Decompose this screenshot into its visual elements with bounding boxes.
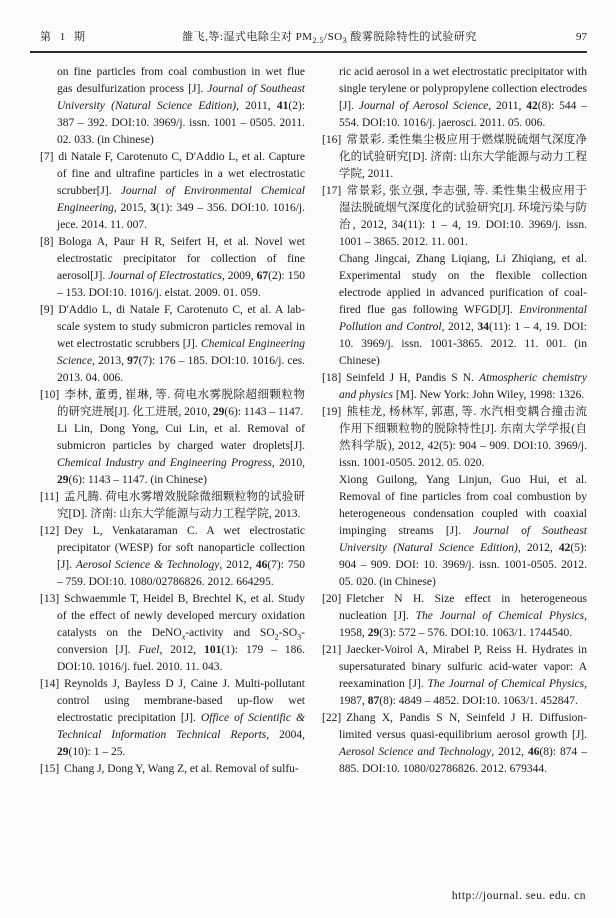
text-run: /SO [324,31,343,43]
text-run: (1): 179 – 186. DOI:10. 1016/j. fuel. 2010. 11. 043. [57,643,305,673]
text-run: , 2012, [159,643,205,656]
text-run: Zhang X, Pandis S N, Seinfeld J H. Diffusion-limited versus quasi-equilibrium aerosol growth [J]. [339,711,587,741]
ref-column-1 [40,64,305,778]
reference-entry [40,761,305,778]
text-run: -conversion [J]. [57,626,306,656]
text-run: , 2012, [219,558,256,571]
text-run: (6): 1143 – 1147. [224,405,304,418]
text-run: Chemical Engineering Science [57,337,305,367]
text-run: , 2012, [517,541,559,554]
ref-column-2 [322,64,587,778]
text-run: Chang J, Dong Y, Wang Z, et al. Removal of sulfu- [64,762,299,775]
text-run: (2): 387 – 392. DOI:10. 3969/j. issn. 1001 – 0505. 2011. 02. 033. (in Chinese) [57,99,305,146]
text-run: 41 [276,99,289,112]
text-run: x [181,631,186,641]
reference-entry [40,302,305,387]
text-run: , 2013, [92,354,128,367]
text-run: Chang Jingcai, Zhang Liqiang, Li Zhiqiang, et al. Experimental study on the flexible collection electrode applied in advanced purification of coal-fired flue gas following WFGD[J]. [339,252,587,316]
text-run: Environmental Pollution and Control [339,303,587,333]
text-run: Jaecker-Voirol A, Mirabel P, Reiss H. Hydrates in supersaturated binary sulfuric acid-water vapor: A reexamination [J]. [339,643,587,690]
text-run: , 2012, [491,745,528,758]
reference-entry [322,710,587,778]
reference-label: [15] [40,762,60,775]
text-run: 雒飞,等:湿式电除尘对 PM [182,31,313,43]
text-run: Xiong Guilong, Yang Linjun, Guo Hui, et al. Removal of fine particles from coal combustion by heterogeneous condensation coupled with coaxial impinging streams [J]. [339,473,587,537]
text-run: (10): 1 – 25. [68,745,126,758]
text-run: 29 [367,626,380,639]
text-run: -SO [278,626,298,639]
text-run: (7): 176 – 185. DOI:10. 1016/j. ces. 2013. 04. 006. [57,354,305,384]
text-run: 46 [527,745,540,758]
reference-label: [12] [40,524,60,537]
reference-label: [11] [40,490,59,503]
text-run: , 2011, [488,99,527,112]
text-run: 2.5 [312,36,325,46]
reference-label: [19] [322,405,342,418]
text-run: 3 [297,631,302,641]
header-rule [30,51,587,53]
text-run: Schwaemmle T, Heidel B, Brechtel K, et al. Study of the effect of newly developed mercury oxidation catalysts on the DeNO [57,592,305,639]
text-run: 29 [57,473,69,486]
reference-label: [17] [322,184,342,197]
text-run: 孟凡腾. 荷电水雾增效脱除微细颗粒物的试验研究[D]. 济南: 山东大学能源与动力工程学院, 2013. [57,490,305,520]
running-title [132,28,527,44]
text-run: Journal of Aerosol Science [358,99,489,112]
text-run: The Journal of Chemical Physics [427,677,585,690]
text-run: 101 [204,643,222,656]
reference-label: [21] [322,643,342,656]
reference-label: [18] [322,371,342,384]
text-run: (5): 904 – 909. DOI: 10. 3969/j. issn. 1001-0505. 2012. 05. 020. (in Chinese) [339,541,587,588]
text-run: 29 [57,745,69,758]
reference-entry [322,642,587,710]
text-run: on fine particles from coal combustion in wet flue gas desulfurization process [J]. [57,65,305,95]
text-run: , 2004, [266,728,305,741]
text-run: 3 [342,36,348,46]
text-run: (2): 150 – 153. DOI:10. 1016/j. elstat. 2009. 01. 059. [57,269,306,299]
reference-entry [322,404,587,591]
text-run: 34 [477,320,490,333]
reference-label: [7] [40,150,54,163]
page-footer [452,890,586,902]
text-run: Li Lin, Dong Yong, Cui Lin, et al. Removal of submicron particles by charged water droplets[J]. [57,422,305,452]
text-run: Fuel [138,643,160,656]
text-run: 3 [150,201,156,214]
text-run: (8): 874 – 885. DOI:10. 1080/02786826. 2012. 679344. [339,745,587,775]
text-run: 常景彩. 柔性集尘极应用于燃煤脱硫烟气深度净化的试验研究[D]. 济南: 山东大学能源与动力工程学院, 2011. [339,133,587,180]
text-run: (11): 1 – 4, 19. DOI: 10. 3969/j. issn. 1001-3865. 2012. 11. 001. (in Chinese) [339,320,588,367]
text-run: [M]. New York: John Wiley, 1998: 1326. [392,388,585,401]
text-run: Dey L, Venkataraman C. A wet electrostatic precipitator (WESP) for soft nanoparticle collection [J]. [57,524,305,571]
reference-label: [13] [40,592,60,605]
text-run: 常景彩, 张立强, 李志强, 等. 柔性集尘极应用于湿法脱硫烟气深度化的试验研究[J]. 环境污染与防治, 2012, 34(11): 1 – 4, 19. DOI:10. 3969/j. issn. 1001 – 3865. 2012. 11. 001. [339,184,587,248]
reference-entry [40,489,305,523]
text-run: Journal of Electrostatics [108,269,222,282]
page-number: 97 [576,31,587,43]
reference-label: [9] [40,303,54,316]
text-run: Journal of Southeast University (Natural Science Edition) [57,82,305,112]
text-run: Journal of Southeast University (Natural Science Edition) [339,524,587,554]
reference-entry [322,132,587,183]
reference-label: [16] [322,133,342,146]
reference-entry [322,64,587,132]
text-run: Office of Scientific & Technical Information Technical Reports [57,711,305,741]
reference-entry [40,387,305,489]
text-run: Atmospheric chemistry and physics [339,371,587,401]
text-run: 熊桂龙, 杨林军, 郭惠, 等. 水汽相变耦合撞击流作用下细颗粒物的脱除特性[J]. 东南大学学报(自然科学版), 2012, 42(5): 904 – 909. DOI:10. 3969/j. issn. 1001-0505. 2012. 05. 020. [339,405,587,469]
text-run: (8): 544 – 554. DOI:10. 1016/j. jaerosci. 2011. 05. 006. [339,99,587,129]
text-run: (7): 750 – 759. DOI:10. 1080/02786826. 2012. 664295. [57,558,306,588]
journal-url: http://journal. seu. edu. cn [451,890,586,902]
reference-entry [40,234,305,302]
reference-entry [40,591,305,676]
references-section [40,64,587,778]
text-run: -activity and SO [185,626,275,639]
text-run: Chemical Industry and Engineering Progress [57,456,272,469]
reference-entry [322,591,587,642]
text-run: (8): 4849 – 4852. DOI:10. 1063/1. 452847. [379,694,578,707]
text-run: Seinfeld J H, Pandis S N. [346,371,480,384]
text-run: (3): 572 – 576. DOI:10. 1063/1. 1744540. [379,626,573,639]
text-run: , 2015, [113,201,151,214]
text-run: The Journal of Chemical Physics [415,609,585,622]
text-run: di Natale F, Carotenuto C, D'Addio L, et al. Capture of fine and ultrafine particles in a wet electrostatic scrubber[J]. [57,150,305,197]
text-run: Bologa A, Paur H R, Seifert H, et al. Novel wet electrostatic precipitator for collection of fine aerosol[J]. [57,235,305,282]
text-run: Journal of Environmental Chemical Engineering [57,184,306,214]
reference-label: [10] [40,388,60,401]
reference-entry [40,523,305,591]
text-run: D'Addio L, di Natale F, Carotenuto C, et al. A lab-scale system to study submicron particles removal in wet electrostatic scrubbers [J]. [57,303,305,350]
text-run: 97 [127,354,139,367]
text-run: 67 [256,269,269,282]
text-run: 42 [558,541,571,554]
text-run: 87 [367,694,380,707]
text-run: 酸雾脱除特性的试验研究 [347,31,477,43]
reference-label: [8] [40,235,54,248]
reference-entry [40,64,305,149]
reference-entry [322,183,587,370]
text-run: , 2012, [441,320,478,333]
text-run: 李林, 董勇, 崔琳, 等. 荷电水雾脱除超细颗粒物的研究进展[J]. 化工进展, 2010, [57,388,305,418]
text-run: Fletcher N H. Size effect in heterogeneous nucleation [J]. [339,592,587,622]
reference-label: [20] [322,592,342,605]
text-run: , 2010, [271,456,306,469]
reference-label: [22] [322,711,342,724]
text-run: , 2011, [236,99,277,112]
reference-entry [40,149,305,234]
text-run: 46 [255,558,268,571]
text-run: 2 [274,631,279,641]
text-run: 29 [212,405,225,418]
text-run: , 1987, [339,677,587,707]
text-run: (6): 1143 – 1147. (in Chinese) [68,473,207,486]
reference-entry [40,676,305,761]
text-run: , 2009, [221,269,257,282]
text-run: (1): 349 – 356. DOI:10. 1016/j. jece. 2014. 11. 007. [57,201,305,231]
text-run: , 1958, [339,609,587,639]
text-run: 42 [526,99,538,112]
page-header [40,28,587,51]
text-run: Aerosol Science & Technology [75,558,220,571]
text-run: Reynolds J, Bayless D J, Caine J. Multi-pollutant control using membrane-based up-flow wet electrostatic precipitation [J]. [57,677,305,724]
issue-label: 第 1 期 [40,31,88,43]
reference-label: [14] [40,677,60,690]
reference-entry [322,370,587,404]
text-run: Aerosol Science and Technology [339,745,492,758]
text-run: ric acid aerosol in a wet electrostatic precipitator with single terylene or polypropylene collection electrodes [J]. [339,65,587,112]
